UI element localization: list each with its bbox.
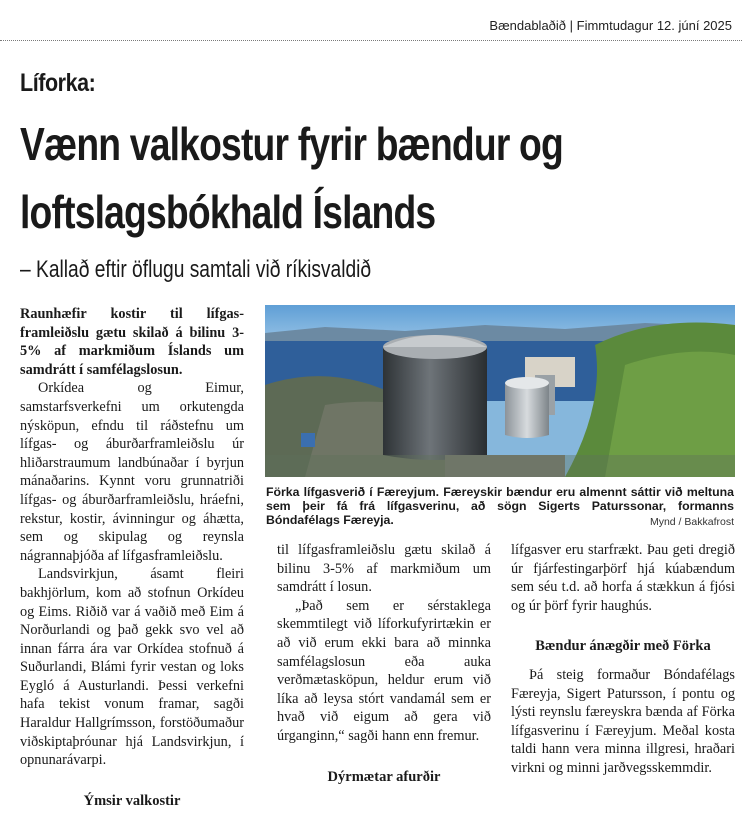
paragraph: til lífgasframleiðslu gætu skilað á bilinu 3-5% af markmiðum um samdrátt í losun.	[277, 542, 491, 596]
section-heading: Ýmsir valkostir	[83, 792, 181, 809]
article-photo	[265, 305, 735, 477]
article-subhead: – Kallað eftir öflugu samtali við ríkisvaldið	[20, 256, 372, 283]
paragraph: lífgasver eru starfrækt. Þau geti dregið úr fjárfestingarþörf hjá kúabændum sem séu t.d. að horfa á stækkun á fjósi og úr þörf fyrir haughús.	[511, 542, 735, 614]
page-header	[0, 0, 742, 41]
paragraph: Þá steig formaður Bóndafélags Færeyja, Sigert Patursson, í pontu og lýsti reynslu færeyskra bænda af Förka lífgasverinu í Færeyjum. Meðal kosta taldi hann vera minna illgresi, hraðari virkni og minni jarðvegsskemmdir.	[511, 666, 735, 776]
paragraph: „Það sem er sérstaklega skemmtilegt við líforkufyrirtækin er að við erum ekki bara að minnka samfélagslosun eða auka verðmætasköpun, heldur erum við líka að leysa stórt vandamál sem er hvað við eigum að gera við úrganginn,“ sagði hann enn fremur.	[277, 597, 491, 744]
paragraph: Landsvirkjun, ásamt fleiri bakhjörlum, kom að stofnun Orkídeu og Eims. Riðið var á vaðið með Eim á Norðurlandi og það gekk svo vel að innan fárra ára var Orkídea stofnuð á Suðurlandi, Blámi fyrir vestan og loks Eygló á Austurlandi. Þessi verkefni hafa tekist vonum framar, sagði Haraldur Hallgrímsson, forstöðumaður viðskiptaþróunar hjá Landsvirkjun, í opnunarávarpi.	[20, 566, 244, 769]
photo-caption: Förka lífgasverið í Færeyjum. Færeyskir bændur eru almennt sáttir við meltuna sem þeir fá frá lífgasverinu, að sögn Sigerts Paturssonar, formanns Bóndafélags Færeyja.	[266, 485, 734, 528]
article-headline: Vænn valkostur fyrir bændur og loftslagsbókhald Íslands	[20, 118, 563, 238]
section-heading: Dýrmætar afurðir	[327, 768, 441, 785]
biogas-plant-photo	[265, 305, 735, 477]
article-column-1	[20, 305, 244, 820]
article-column-2	[277, 541, 491, 796]
article-kicker: Líforka:	[20, 69, 96, 97]
photo-credit: Mynd / Bakkafrost	[649, 516, 734, 528]
section-heading: Bændur ánægðir með Förka	[535, 638, 711, 655]
paragraph: Orkídea og Eimur, samstarfsverkefni um orkutengda nýsköpun, efndu til ráðstefnu um lífgas- og áburðarframleiðslu úr hliðarstraumum landbúnaðar í byrjun mánaðarins. Kynnt voru grunnatriði lífgas- og áburðarframleiðslu, hráefni, rekstur, kostir, ávinningur og áhætta, sem og skipulag og reynsla nágrannaþjóða af lífgasframleiðslu.	[20, 380, 244, 564]
publication-date-line: Bændablaðið | Fimmtudagur 12. júní 2025	[489, 18, 732, 33]
article-lead: Raunhæfir kostir til lífgas-framleiðslu gætu skilað á bilinu 3-5% af markmiðum Íslands um samdrátt í samfélagslosun.	[20, 306, 244, 378]
article-column-3	[511, 541, 735, 778]
